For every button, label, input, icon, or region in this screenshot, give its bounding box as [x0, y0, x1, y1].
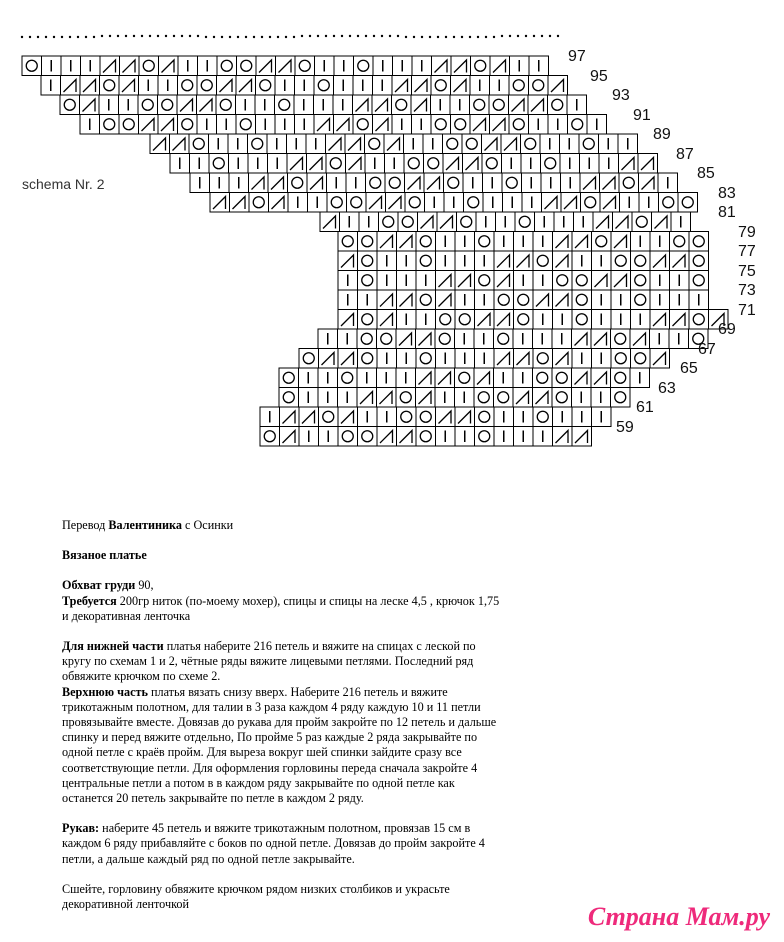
chart-cell [416, 427, 436, 447]
chart-cell [138, 95, 158, 115]
chart-cell [319, 407, 339, 427]
edge-dot [69, 36, 71, 38]
schema-label: schema Nr. 2 [22, 176, 105, 192]
chart-cell [416, 251, 436, 271]
edge-dot [453, 36, 455, 38]
edge-dot [117, 35, 119, 37]
chart-cell [514, 290, 534, 310]
chart-cell [533, 407, 553, 427]
chart-cell [579, 134, 599, 154]
chart-row [338, 271, 709, 291]
edge-dot [61, 36, 63, 38]
chart-cell [404, 154, 424, 174]
chart-cell [678, 193, 698, 213]
materials-line: Требуется 200гр ниток (по-моему мохер), спицы и спицы на леске 4,5 , крючок 1,75 и декоративная ленточка [62, 593, 500, 623]
chart-cell [358, 427, 378, 447]
edge-dot [101, 35, 103, 37]
edge-dot [517, 35, 519, 37]
chart-cell [358, 349, 378, 369]
chart-cell [533, 251, 553, 271]
chart-cell [553, 271, 573, 291]
edge-dot [325, 35, 327, 37]
chart-cell [611, 349, 631, 369]
chart-cell [533, 368, 553, 388]
edge-dot [437, 36, 439, 38]
chart-row [150, 134, 638, 154]
chart-row [299, 349, 670, 369]
edge-dot [485, 36, 487, 38]
edge-dot [493, 36, 495, 38]
row-number: 63 [658, 379, 676, 397]
translator-name: Валентиника [108, 518, 182, 532]
chart-cell [552, 388, 572, 408]
chart-cell [670, 232, 690, 252]
chart-cell [216, 95, 236, 115]
chart-cell [358, 251, 378, 271]
edge-dot [477, 36, 479, 38]
chart-cell [431, 76, 451, 96]
edge-dot [133, 35, 135, 37]
chart-row [80, 115, 607, 135]
chart-cell [431, 115, 451, 135]
chart-cell [632, 212, 652, 232]
chart-cell [397, 407, 417, 427]
edge-dot [525, 35, 527, 37]
edge-dot [429, 36, 431, 38]
chart-cell [416, 349, 436, 369]
chart-cell [435, 329, 455, 349]
row-number: 71 [738, 301, 756, 319]
chart-cell [475, 407, 495, 427]
edge-dot [357, 35, 359, 37]
chart-cell [209, 154, 229, 174]
chart-cell [178, 76, 198, 96]
chart-cell [353, 115, 373, 135]
chart-cell [592, 232, 612, 252]
chart-cell [197, 76, 217, 96]
edge-dot [469, 36, 471, 38]
chart-row [338, 232, 709, 252]
chart-cell [358, 271, 378, 291]
chart-cell [494, 388, 514, 408]
chart-cell [326, 154, 346, 174]
finishing-paragraph: Сшейте, горловину обвяжите крючком рядом низких столбиков и украсьте декоративной ленточкой [62, 881, 450, 912]
chart-cell [541, 154, 561, 174]
edge-dot [309, 35, 311, 37]
chart-cell [471, 56, 491, 76]
chart-cell [249, 193, 269, 213]
edge-dot [149, 35, 151, 37]
edge-dot [341, 35, 343, 37]
edge-dot [29, 36, 31, 38]
sleeve-paragraph: Рукав: наберите 45 петель и вяжите трикотажным полотном, провязав 15 см в каждом 6 ряду прибавляйте с боков по одной петле. Довязав до пройм закройте 4 петли, а дальше каждый ряд по одной петле закрывайте. [62, 821, 485, 866]
chart-cell [385, 173, 405, 193]
edge-dot [317, 35, 319, 37]
chart-cell [689, 251, 709, 271]
edge-dot [501, 35, 503, 37]
bust-line: Обхват груди 90, [62, 578, 154, 593]
row-number: 95 [590, 67, 608, 85]
edge-dot [141, 35, 143, 37]
chart-cell [299, 349, 319, 369]
chart-cell [475, 427, 495, 447]
chart-cell [398, 212, 418, 232]
edge-dot [213, 36, 215, 38]
edge-dot [541, 35, 543, 37]
edge-dot [365, 35, 367, 37]
chart-cell [611, 251, 631, 271]
edge-dot [125, 35, 127, 37]
row-number: 59 [616, 418, 634, 436]
chart-row [60, 95, 587, 115]
edge-dot [157, 35, 159, 37]
chart-row [338, 310, 728, 330]
edge-dot [397, 35, 399, 37]
chart-cell [631, 349, 651, 369]
chart-cell [396, 388, 416, 408]
chart-cell [631, 251, 651, 271]
edge-dot [373, 35, 375, 37]
chart-cell [619, 173, 639, 193]
chart-cell [314, 76, 334, 96]
chart-row [170, 154, 658, 174]
chart-cell [100, 76, 120, 96]
chart-cell [217, 56, 237, 76]
chart-cell [338, 427, 358, 447]
chart-cell [256, 76, 276, 96]
edge-dot [229, 36, 231, 38]
edge-dot [205, 36, 207, 38]
chart-cell [365, 134, 385, 154]
chart-cell [631, 271, 651, 291]
edge-dot [381, 35, 383, 37]
edge-dot [461, 36, 463, 38]
chart-cell [288, 173, 308, 193]
translator-line: Перевод Валентиника с Осинки [62, 518, 234, 532]
chart-cell [462, 134, 482, 154]
chart-cell [354, 56, 374, 76]
row-number: 85 [697, 165, 715, 182]
row-number: 67 [698, 340, 716, 358]
chart-cell [611, 368, 631, 388]
lower-part-paragraph: Для нижней части платья наберите 216 петель и вяжите на спицах с леской по кругу по схемам 1 и 2, чётные ряды вяжите лицевыми петлями. Последний ряд обвяжите крючком по схеме 2. [62, 639, 476, 684]
chart-cell [572, 310, 592, 330]
chart-cell [552, 368, 572, 388]
chart-cell [22, 56, 42, 76]
chart-row [190, 173, 678, 193]
chart-row [279, 368, 650, 388]
chart-cell [436, 310, 456, 330]
row-number: 87 [676, 145, 694, 163]
chart-cell [455, 310, 475, 330]
chart-cell [482, 154, 502, 174]
edge-dot [413, 36, 415, 38]
chart-cell [119, 115, 139, 135]
chart-cell [100, 115, 120, 135]
chart-cell [279, 388, 299, 408]
chart-cell [139, 56, 159, 76]
edge-dot [197, 35, 199, 37]
edge-dot [277, 36, 279, 38]
edge-dot [253, 36, 255, 38]
chart-cell [327, 193, 347, 213]
chart-row [338, 290, 709, 310]
chart-cell [338, 368, 358, 388]
chart-cell [572, 271, 592, 291]
edge-dot [557, 35, 559, 37]
chart-cell [515, 212, 535, 232]
chart-cell [279, 368, 299, 388]
chart-cell [611, 329, 631, 349]
edge-dot [53, 36, 55, 38]
chart-cell [521, 134, 541, 154]
chart-cell [189, 134, 209, 154]
chart-cell [60, 95, 80, 115]
chart-cell [494, 290, 514, 310]
edge-dot [21, 36, 23, 38]
row-number: 77 [738, 243, 756, 260]
chart-cell [611, 388, 631, 408]
edge-dot [37, 36, 39, 38]
chart-cell [631, 290, 651, 310]
edge-dot [93, 36, 95, 38]
edge-dot [245, 36, 247, 38]
chart-cell [357, 329, 377, 349]
chart-cell [416, 290, 436, 310]
chart-cell [405, 193, 425, 213]
chart-cell [475, 271, 495, 291]
chart-row [210, 193, 698, 213]
chart-row [279, 388, 630, 408]
document-body [62, 518, 502, 912]
chart-cell [443, 134, 463, 154]
row-number: 89 [653, 126, 671, 143]
chart-cell [464, 193, 484, 213]
chart-row [260, 427, 592, 447]
row-number: 79 [738, 223, 756, 241]
chart-row [260, 407, 611, 427]
chart-cell [260, 427, 280, 447]
edge-dot [533, 35, 535, 37]
chart-cell [509, 115, 529, 135]
row-number: 61 [636, 399, 654, 416]
edge-dot [173, 35, 175, 37]
chart-cell [379, 212, 399, 232]
row-number: 93 [612, 87, 630, 104]
edge-dot [421, 36, 423, 38]
chart-cell [548, 95, 568, 115]
chart-cell [416, 407, 436, 427]
edge-dot [293, 36, 295, 38]
chart-cell [275, 95, 295, 115]
edge-dot [189, 35, 191, 37]
edge-dot [285, 36, 287, 38]
chart-cell [338, 232, 358, 252]
chart-cell [416, 232, 436, 252]
upper-part-paragraph: Верхнюю часть платья вязать снизу вверх. Наберите 216 петель и вяжите трикотажным полотном, для талии в 3 раза каждом 4 ряду каждую 10 и 11 петли провязывайте вместе. Довязав до рукава для пройм закройте по 12 петель и дальше спинку и перед вяжите отдельно, По пройме 5 раз каждые 2 ряда закрывайте по одной петле с краёв пройм. Для выреза вокруг шей спинки зайдите сразу все соответствующие петли. Для оформления горловины переда сначала закройте 4 центральные петли а потом в в каждом ряду закрывайте по одной петле как останется 20 петель закрывайте по петле в каждом 2 ряду. [62, 684, 497, 806]
site-logo[interactable]: Страна Мам.ру [587, 902, 770, 931]
chart-cell [295, 56, 315, 76]
chart-cell [689, 271, 709, 291]
edge-dot [261, 36, 263, 38]
chart-cell [489, 95, 509, 115]
row-number: 69 [718, 321, 736, 338]
chart-cell [392, 95, 412, 115]
chart-cell [475, 232, 495, 252]
edge-dot [389, 35, 391, 37]
row-number: 73 [738, 282, 756, 299]
chart-cell [659, 193, 679, 213]
edge-dot [445, 36, 447, 38]
chart-cell [377, 329, 397, 349]
chart-cell [455, 368, 475, 388]
edge-dot [509, 35, 511, 37]
edge-dot [181, 35, 183, 37]
chart-cell [444, 173, 464, 193]
row-number: 83 [718, 184, 736, 202]
chart-cell [568, 115, 588, 135]
edge-dot [349, 35, 351, 37]
edge-dot [77, 36, 79, 38]
chart-cell [689, 232, 709, 252]
row-number: 81 [718, 204, 736, 221]
edge-dot [237, 36, 239, 38]
chart-cell [529, 76, 549, 96]
row-number: 97 [568, 48, 586, 65]
edge-dot [301, 35, 303, 37]
row-number: 91 [633, 106, 651, 124]
chart-cell [494, 329, 514, 349]
chart-cell [581, 193, 601, 213]
chart-cell [237, 56, 257, 76]
document-title: Вязаное платье [62, 548, 147, 563]
chart-row [320, 212, 691, 232]
edge-dot [165, 35, 167, 37]
chart-cell [366, 173, 386, 193]
chart-row [41, 76, 568, 96]
chart-cell [689, 310, 709, 330]
chart-cell [533, 349, 553, 369]
chart-cell [424, 154, 444, 174]
chart-cell [457, 212, 477, 232]
row-number: 65 [680, 360, 698, 377]
chart-cell [158, 95, 178, 115]
chart-cell [178, 115, 198, 135]
edge-dot [221, 36, 223, 38]
chart-cell [514, 310, 534, 330]
edge-dot [405, 36, 407, 38]
edge-dot [109, 35, 111, 37]
chart-cell [347, 193, 367, 213]
edge-dot [333, 35, 335, 37]
edge-dot [549, 35, 551, 37]
chart-row [22, 56, 549, 76]
edge-dot [269, 36, 271, 38]
chart-cell [470, 95, 490, 115]
chart-cell [248, 134, 268, 154]
chart-row [318, 329, 708, 349]
row-number: 75 [738, 262, 756, 280]
chart-row [338, 251, 709, 271]
chart-cell [451, 115, 471, 135]
edge-dot [85, 36, 87, 38]
chart-cell [572, 290, 592, 310]
chart-cell [236, 115, 256, 135]
chart-cell [358, 310, 378, 330]
edge-dot [45, 36, 47, 38]
chart-cell [502, 173, 522, 193]
chart-cell [358, 232, 378, 252]
chart-cell [509, 76, 529, 96]
chart-cell [474, 388, 494, 408]
